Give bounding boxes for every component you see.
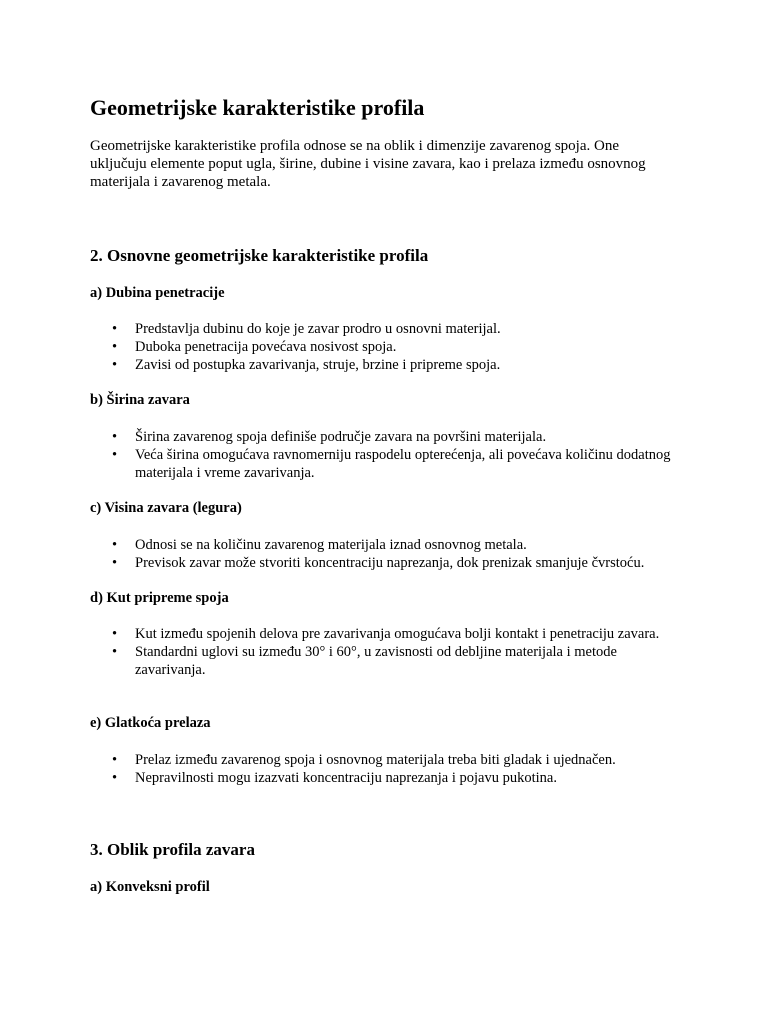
list-item — [90, 769, 680, 787]
document-title: Geometrijske karakteristike profila — [90, 95, 425, 120]
list-item-text: Predstavlja dubinu do koje je zavar prodro u osnovni materijal. — [135, 321, 501, 337]
list-item — [90, 554, 680, 572]
list-item — [90, 428, 680, 446]
angle-bullet-list — [90, 625, 680, 679]
bullet-icon: • — [112, 321, 118, 337]
width-bullet-list — [90, 428, 680, 482]
subsection-c-heading: c) Visina zavara (legura) — [90, 500, 242, 516]
list-item — [90, 625, 680, 643]
list-item-text: Prelaz između zavarenog spoja i osnovnog materijala treba biti gladak i ujednačen. — [135, 752, 616, 768]
bullet-icon: • — [112, 357, 118, 373]
bullet-icon: • — [112, 626, 118, 642]
bullet-icon: • — [112, 339, 118, 355]
list-item-text: Nepravilnosti mogu izazvati koncentraciju naprezanja i pojavu pukotina. — [135, 770, 557, 786]
list-item-text: Previsok zavar može stvoriti koncentraciju naprezanja, dok prenizak smanjuje čvrstoću. — [135, 555, 645, 571]
list-item-text: Duboka penetracija povećava nosivost spoja. — [135, 339, 397, 355]
list-item — [90, 536, 680, 554]
subsection-a-heading: a) Dubina penetracije — [90, 285, 225, 301]
penetration-bullet-list — [90, 320, 680, 374]
height-bullet-list — [90, 536, 680, 572]
list-item — [90, 751, 680, 769]
subsection-e-heading: e) Glatkoća prelaza — [90, 715, 211, 731]
list-item — [90, 643, 680, 679]
bullet-icon: • — [112, 555, 118, 571]
list-item-text: Odnosi se na količinu zavarenog materijala iznad osnovnog metala. — [135, 537, 527, 553]
bullet-icon: • — [112, 447, 118, 463]
bullet-icon: • — [112, 770, 118, 786]
bullet-icon: • — [112, 644, 118, 660]
list-item — [90, 338, 680, 356]
list-item-text: Standardni uglovi su između 30° i 60°, u zavisnosti od debljine materijala i metode zavarivanja. — [135, 644, 617, 678]
transition-bullet-list — [90, 751, 680, 787]
section-2-heading: 2. Osnovne geometrijske karakteristike profila — [90, 246, 429, 265]
intro-paragraph: Geometrijske karakteristike profila odnose se na oblik i dimenzije zavarenog spoja. One uključuju elemente poput ugla, širine, dubine i visine zavara, kao i prelaza između osnovnog materijala i zavarenog metala. — [90, 138, 646, 190]
list-item — [90, 446, 680, 482]
list-item — [90, 356, 680, 374]
list-item-text: Širina zavarenog spoja definiše područje zavara na površini materijala. — [135, 429, 547, 445]
list-item-text: Zavisi od postupka zavarivanja, struje, brzine i pripreme spoja. — [135, 357, 501, 373]
subsection-b-heading: b) Širina zavara — [90, 392, 190, 408]
list-item — [90, 320, 680, 338]
bullet-icon: • — [112, 752, 118, 768]
subsection-d-heading: d) Kut pripreme spoja — [90, 590, 229, 606]
subsection-3a-heading: a) Konveksni profil — [90, 879, 210, 895]
list-item-text: Kut između spojenih delova pre zavarivanja omogućava bolji kontakt i penetraciju zavara. — [135, 626, 660, 642]
section-3-heading: 3. Oblik profila zavara — [90, 840, 255, 859]
bullet-icon: • — [112, 537, 118, 553]
list-item-text: Veća širina omogućava ravnomerniju raspodelu opterećenja, ali povećava količinu dodatnog materijala i vreme zavarivanja. — [135, 447, 671, 481]
bullet-icon: • — [112, 429, 118, 445]
